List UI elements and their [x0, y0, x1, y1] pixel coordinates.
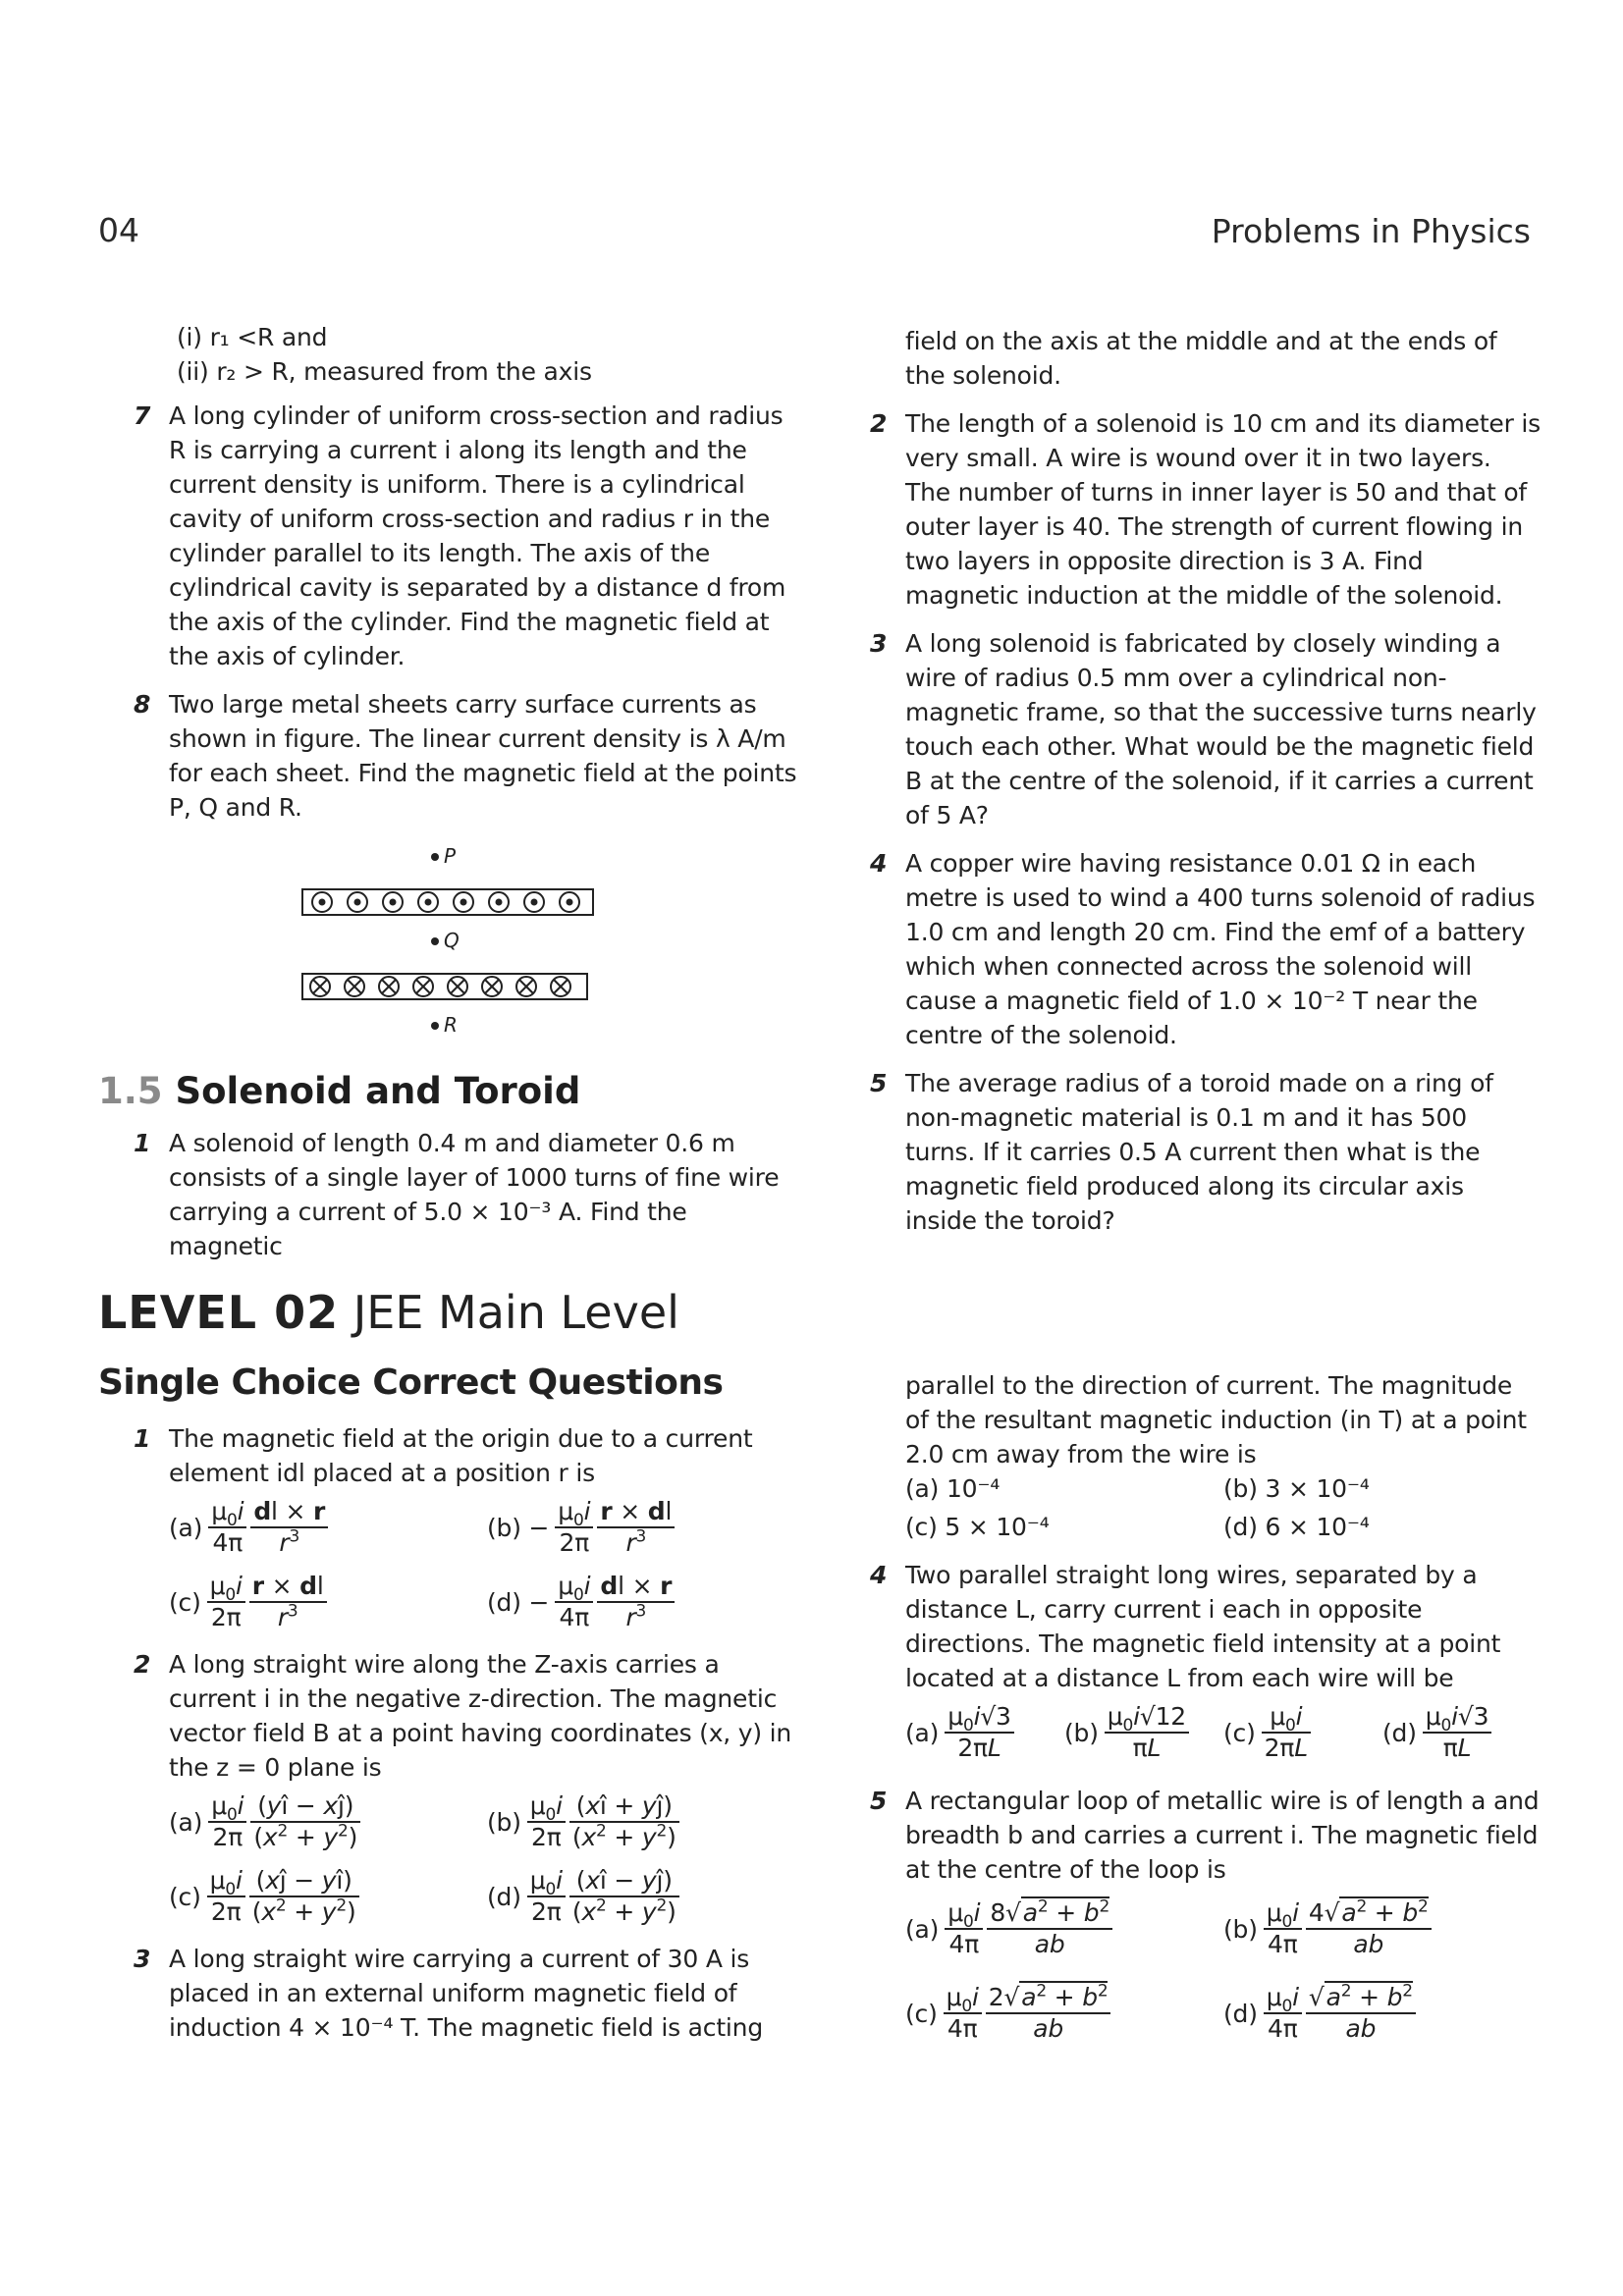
option-d[interactable]: (d) 6 × 10⁻⁴ [1223, 1513, 1370, 1541]
question-number: 1 [134, 1424, 151, 1453]
question-8 [98, 687, 805, 825]
options-row-2 [169, 1565, 805, 1639]
option-d[interactable]: (d) $\frac{\mu_0i√3}{\pi L}$ [1382, 1702, 1542, 1763]
continuation-ii: (ii) r₂ > R, measured from the axis [177, 357, 592, 386]
page-number: 04 [98, 211, 139, 249]
question-number: 3 [134, 1945, 151, 1973]
option-c[interactable]: (c) $\frac{\mu_0i}{2\pi}$ $\frac{r \times dl}{r^3}$ [169, 1572, 487, 1632]
question-text: A long cylinder of uniform cross-section and radius R is carrying a current i along its length and the current density is uniform. There is a cylindrical cavity of uniform cross-section and radius r in the cylinder parallel to its length. The axis of the cylindrical cavity is separated by a distance d from the axis of the cylinder. Find the magnetic field at the axis of cylinder. [169, 401, 786, 670]
question-number: 2 [870, 409, 888, 438]
question-text: The length of a solenoid is 10 cm and its diameter is very small. A wire is wound over it in two layers. The number of turns in inner layer is 50 and that of outer layer is 40. The strength of current flowing in two layers in opposite direction is 3 A. Find magnetic induction at the middle of the solenoid. [905, 409, 1542, 610]
question-number: 1 [134, 1129, 151, 1157]
option-c[interactable]: (c) 5 × 10⁻⁴ [905, 1513, 1050, 1541]
level-label: LEVEL 02 [98, 1286, 340, 1339]
point-p-label: P [444, 844, 457, 868]
options-row-2 [169, 1859, 805, 1934]
option-label: (b) [487, 1807, 521, 1837]
bottom-left-column [98, 1421, 805, 2058]
option-b[interactable]: (b) $\frac{\mu_0i}{2\pi}$ $\frac{(xî + yĵ)}{(x^2 + y^2)}$ [487, 1791, 805, 1852]
point-r-dot [431, 1022, 439, 1030]
option-label: (d) [487, 1882, 521, 1911]
section-number: 1.5 [98, 1070, 163, 1112]
solenoid-question-5 [835, 1066, 1542, 1238]
question-text: A long solenoid is fabricated by closely winding a wire of radius 0.5 mm over a cylindrical non-magnetic frame, so that the successive turns nearly touch each other. What would be the magnetic field B at the centre of the solenoid, if it carries a current of 5 A? [905, 629, 1537, 829]
current-out-dot [390, 899, 397, 906]
level-heading [98, 1286, 679, 1339]
mcq-q3-options [835, 1471, 1542, 1544]
upper-sheet [302, 889, 593, 915]
level-title: JEE Main Level [352, 1286, 679, 1339]
point-p-dot [431, 853, 439, 861]
question-number: 3 [870, 629, 888, 658]
question-text: A copper wire having resistance 0.01 Ω in each metre is used to wind a 400 turns solenoid of radius 1.0 cm and length 20 cm. Find the emf of a battery which when connected across the solenoid will cause a magnetic field of 1.0 × 10⁻² T near the centre of the solenoid. [905, 849, 1536, 1049]
option-label: (b) − [487, 1513, 550, 1542]
solenoid-q1-block [98, 1126, 805, 1277]
option-a[interactable]: (a) $\frac{\mu_0i}{2\pi}$ $\frac{(yî - xĵ)}{(x^2 + y^2)}$ [169, 1791, 487, 1852]
option-label: (d) − [487, 1587, 550, 1617]
mcq-question-2 [98, 1647, 805, 1934]
section-heading [98, 1070, 580, 1112]
option-b[interactable]: (b) 3 × 10⁻⁴ [1223, 1474, 1370, 1503]
option-a[interactable]: (a) 10⁻⁴ [905, 1474, 1001, 1503]
option-label: (c) [169, 1882, 201, 1911]
question-text: A rectangular loop of metallic wire is of length a and breadth b and carries a current i. The magnetic field at the centre of the loop is [905, 1787, 1540, 1884]
options-row [905, 1695, 1542, 1770]
subsection-heading: Single Choice Correct Questions [98, 1362, 724, 1403]
book-title: Problems in Physics [1211, 212, 1531, 250]
question-number: 2 [134, 1650, 151, 1679]
question-text: The magnetic field at the origin due to a current element idl placed at a position r is [169, 1424, 753, 1487]
continuation-i: (i) r₁ <R and [177, 323, 328, 351]
option-label: (a) [905, 1914, 940, 1944]
question-text: A long straight wire along the Z-axis carries a current i in the negative z-direction. The magnetic vector field B at a point having coordinates (x, y) in the z = 0 plane is [169, 1650, 792, 1782]
solenoid-question-3 [835, 626, 1542, 832]
option-label: (d) [1382, 1718, 1417, 1747]
question-text: A long straight wire carrying a current of 30 A is placed in an external uniform magnetic field of induction 4 × 10⁻⁴ T. The magnetic field is acting [169, 1945, 763, 2042]
option-label: (c) [905, 1999, 938, 2028]
option-d[interactable]: (d) − $\frac{\mu_0i}{4\pi}$ $\frac{dl \times r}{r^3}$ [487, 1572, 805, 1632]
question-number: 5 [870, 1787, 888, 1815]
sheets-figure [295, 842, 609, 1039]
option-c[interactable]: (c) $\frac{\mu_0i}{4\pi}$ $\frac{2√a^2 + b^2}{ab}$ [905, 1983, 1223, 2044]
question-text: Two large metal sheets carry surface currents as shown in figure. The linear current density is λ A/m for each sheet. Find the magnetic field at the points P, Q and R. [169, 690, 797, 822]
option-label: (c) [1223, 1718, 1256, 1747]
mcq-question-5 [835, 1784, 1542, 2056]
mcq-question-1 [98, 1421, 805, 1639]
solenoid-question-4 [835, 846, 1542, 1052]
options-row-2 [905, 1971, 1542, 2056]
option-b[interactable]: (b) $\frac{\mu_0i√12}{\pi L}$ [1064, 1702, 1223, 1763]
option-b[interactable]: (b) $\frac{\mu_0i}{4\pi}$ $\frac{4√a^2 + b^2}{ab}$ [1223, 1898, 1542, 1959]
option-c[interactable]: (c) $\frac{\mu_0i}{2\pi L}$ [1223, 1702, 1382, 1763]
top-right-column [835, 324, 1542, 1252]
option-label: (a) [169, 1807, 203, 1837]
point-q-dot [431, 937, 439, 945]
question-number: 8 [134, 690, 151, 719]
option-a[interactable]: (a) $\frac{\mu_0i}{4\pi}$ $\frac{dl \times r}{r^3}$ [169, 1497, 487, 1558]
section-title: Solenoid and Toroid [175, 1070, 581, 1112]
sheets-diagram [295, 842, 609, 1039]
option-a[interactable]: (a) $\frac{\mu_0i√3}{2\pi L}$ [905, 1702, 1064, 1763]
question-number: 4 [870, 849, 888, 878]
into-page-currents [310, 977, 570, 996]
out-of-page-currents [312, 892, 579, 912]
mcq-q3-continuation: parallel to the direction of current. The magnitude of the resultant magnetic induction (in T) at a point 2.0 cm away from the wire is [905, 1371, 1527, 1468]
current-out-dot [496, 899, 503, 906]
question-7 [98, 399, 805, 673]
options-row-1 [169, 1490, 805, 1565]
point-r-label: R [444, 1013, 458, 1037]
mcq-question-3 [98, 1942, 805, 2045]
current-out-dot [531, 899, 538, 906]
options-row-1 [169, 1785, 805, 1859]
solenoid-question-2 [835, 406, 1542, 613]
option-label: (a) [905, 1718, 940, 1747]
mcq-question-4 [835, 1558, 1542, 1770]
point-q-label: Q [444, 929, 460, 952]
option-label: (c) [169, 1587, 201, 1617]
top-left-column [98, 320, 805, 838]
options-row-1 [905, 1887, 1542, 1971]
option-c[interactable]: (c) $\frac{\mu_0i}{2\pi}$ $\frac{(xĵ - yî)}{(x^2 + y^2)}$ [169, 1866, 487, 1927]
bottom-right-column [835, 1368, 1542, 2069]
option-label: (d) [1223, 1999, 1258, 2028]
option-label: (b) [1064, 1718, 1099, 1747]
current-out-dot [354, 899, 361, 906]
current-out-dot [319, 899, 326, 906]
option-d[interactable]: (d) $\frac{\mu_0i}{2\pi}$ $\frac{(xî - yĵ)}{(x^2 + y^2)}$ [487, 1866, 805, 1927]
question-text: A solenoid of length 0.4 m and diameter 0.6 m consists of a single layer of 1000 turns of fine wire carrying a current of 5.0 × 10⁻³ A. Find the magnetic [169, 1129, 780, 1260]
option-b[interactable]: (b) − $\frac{\mu_0i}{2\pi}$ $\frac{r \times dl}{r^3}$ [487, 1497, 805, 1558]
question-number: 4 [870, 1561, 888, 1589]
question-text: Two parallel straight long wires, separated by a distance L, carry current i each in opposite directions. The magnetic field intensity at a point located at a distance L from each wire will be [905, 1561, 1501, 1692]
question-text: The average radius of a toroid made on a ring of non-magnetic material is 0.1 m and it has 500 turns. If it carries 0.5 A current then what is the magnetic field produced along its circular axis inside the toroid? [905, 1069, 1493, 1235]
current-out-dot [460, 899, 467, 906]
current-out-dot [425, 899, 432, 906]
option-label: (b) [1223, 1914, 1258, 1944]
solenoid-q1-continuation: field on the axis at the middle and at the ends of the solenoid. [905, 327, 1497, 390]
question-number: 5 [870, 1069, 888, 1097]
option-a[interactable]: (a) $\frac{\mu_0i}{4\pi}$ $\frac{8√a^2 + b^2}{ab}$ [905, 1898, 1223, 1959]
option-label: (a) [169, 1513, 203, 1542]
current-out-dot [567, 899, 573, 906]
option-d[interactable]: (d) $\frac{\mu_0i}{4\pi}$ $\frac{√a^2 + b^2}{ab}$ [1223, 1983, 1542, 2044]
solenoid-question-1 [98, 1126, 805, 1263]
question-number: 7 [134, 401, 151, 430]
